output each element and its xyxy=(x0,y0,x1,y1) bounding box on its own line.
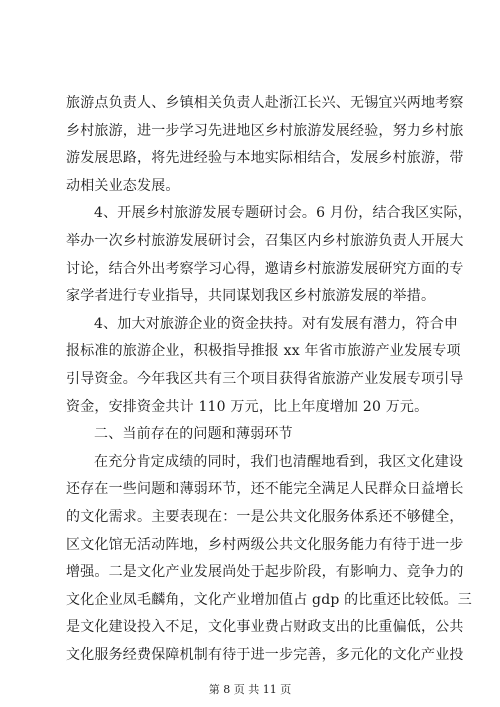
text-line: 在充分肯定成绩的同时，我们也清醒地看到，我区文化建设 xyxy=(94,453,464,470)
text-line: 的文化需求。主要表现在：一是公共文化服务体系还不够健全， xyxy=(66,508,464,525)
text-line: 还存在一些问题和薄弱环节，还不能完全满足人民群众日益增长 xyxy=(66,481,464,498)
text-line: 举办一次乡村旅游发展研讨会，召集区内乡村旅游负责人开展大 xyxy=(66,232,464,249)
text-line: 乡村旅游，进一步学习先进地区乡村旅游发展经验，努力乡村旅 xyxy=(66,122,464,139)
text-line: 增强。二是文化产业发展尚处于起步阶段，有影响力、竞争力的 xyxy=(66,564,464,581)
text-line: 是文化建设投入不足，文化事业费占财政支出的比重偏低，公共 xyxy=(66,619,464,636)
text-line: 讨论，结合外出考察学习心得，邀请乡村旅游发展研究方面的专 xyxy=(66,260,464,277)
text-line: 家学者进行专业指导，共同谋划我区乡村旅游发展的举措。 xyxy=(66,288,436,305)
text-line: 区文化馆无活动阵地，乡村两级公共文化服务能力有待于进一步 xyxy=(66,536,464,553)
text-line: 游发展思路，将先进经验与本地实际相结合，发展乡村旅游，带 xyxy=(66,150,464,167)
text-line: 文化服务经费保障机制有待于进一步完善，多元化的文化产业投 xyxy=(66,646,464,663)
text-line: 二、当前存在的问题和薄弱环节 xyxy=(94,426,293,443)
text-line: 旅游点负责人、乡镇相关负责人赴浙江长兴、无锡宜兴两地考察 xyxy=(66,95,464,111)
text-line: 4、加大对旅游企业的资金扶持。对有发展有潜力，符合申 xyxy=(94,315,459,332)
text-line: 4、开展乡村旅游发展专题研讨会。6 月份，结合我区实际， xyxy=(94,205,472,222)
page-footer: 第 8 页 共 11 页 xyxy=(208,683,292,696)
text-line: 文化企业凤毛麟角，文化产业增加值占 gdp 的比重还比较低。三 xyxy=(66,591,472,608)
document-body xyxy=(66,90,472,669)
text-line: 引导资金。今年我区共有三个项目获得省旅游产业发展专项引导 xyxy=(66,370,464,387)
text-line: 资金，安排资金共计 110 万元，比上年度增加 20 万元。 xyxy=(66,398,429,415)
text-line: 报标准的旅游企业，积极指导推报 xx 年省市旅游产业发展专项 xyxy=(66,343,461,360)
text-line: 动相关业态发展。 xyxy=(66,177,180,194)
